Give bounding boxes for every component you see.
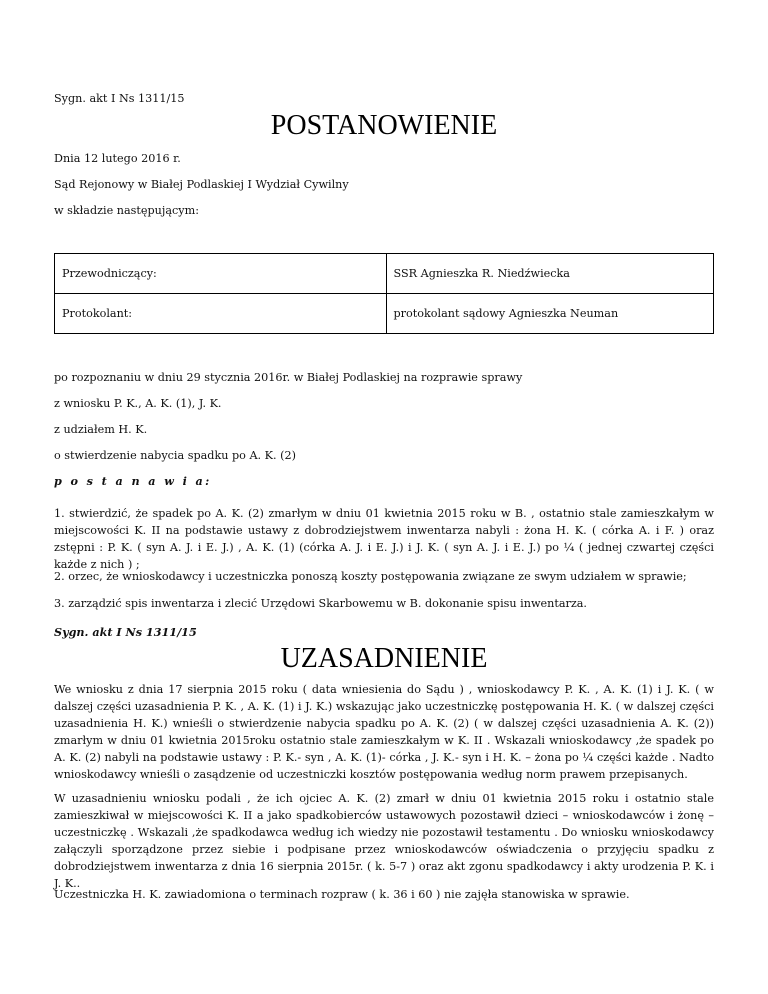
hearing-line: po rozpoznaniu w dniu 29 stycznia 2016r. w Białej Podlaskiej na rozprawie sprawy bbox=[54, 371, 523, 384]
date-line: Dnia 12 lutego 2016 r. bbox=[54, 152, 181, 165]
name-cell: protokolant sądowy Agnieszka Neuman bbox=[386, 294, 713, 334]
court-line: Sąd Rejonowy w Białej Podlaskiej I Wydział Cywilny bbox=[54, 178, 349, 191]
justification-paragraph-1: We wniosku z dnia 17 sierpnia 2015 roku ( data wniesienia do Sądu ) , wnioskodawcy P. K. , A. K. (1) i J. K. ( w dalszej części uzasadnienia P. K. , A. K. (1) i J. K.) wskazując jako uczestniczkę postępowania H. K. ( w dalszej części uzasadnienia H. K.) wnieśli o stwierdzenie nabycia spadku po A. K. (2) ( w dalszej części uzasadnienia A. K. (2)) zmarłym w dniu 01 kwietnia 2015roku ostatnio stale zamieszkałym w K. II . Wskazali wnioskodawcy ,że spadek po A. K. (2) nabyli na podstawie ustawy : P. K.- syn , A. K. (1)- córka , J. K.- syn i H. K. – żona po ¼ części każde . Nadto wnioskodawcy wnieśli o zasądzenie od uczestniczki kosztów postępowania według norm prawem przepisanych. bbox=[54, 683, 714, 782]
ruling-point-3: 3. zarządzić spis inwentarza i zlecić Urzędowi Skarbowemu w B. dokonanie spisu inwentarza. bbox=[54, 597, 587, 610]
participants-line: z udziałem H. K. bbox=[54, 423, 148, 436]
panel-intro: w składzie następującym: bbox=[54, 204, 199, 217]
ruling-point-1: 1. stwierdzić, że spadek po A. K. (2) zmarłym w dniu 01 kwietnia 2015 roku w B. , ostatnio stale zamieszkałym w miejscowości K. II na podstawie ustawy z dobrodziejstwem inwentarza nabyli : żona H. K. ( córka A. i F. ) oraz zstępni : P. K. ( syn A. J. i E. J.) , A. K. (1) (córka A. J. i E. J.) i J. K. ( syn A. J. i E. J.) po ¼ ( jednej czwartej części każde z nich ) ; bbox=[54, 507, 714, 572]
justification-case-number: Sygn. akt I Ns 1311/15 bbox=[54, 625, 197, 639]
ruling-point-2: 2. orzec, że wnioskodawcy i uczestniczka ponoszą koszty postępowania związane ze swym udziałem w sprawie; bbox=[54, 570, 687, 583]
table-row bbox=[55, 294, 714, 334]
role-cell: Przewodniczący: bbox=[55, 254, 387, 294]
court-composition-table bbox=[54, 253, 714, 334]
role-cell: Protokolant: bbox=[55, 294, 387, 334]
applicants-line: z wniosku P. K., A. K. (1), J. K. bbox=[54, 397, 222, 410]
ruling-heading: p o s t a n a w i a: bbox=[54, 474, 212, 488]
case-number: Sygn. akt I Ns 1311/15 bbox=[54, 92, 185, 105]
subject-line: o stwierdzenie nabycia spadku po A. K. (2) bbox=[54, 449, 296, 462]
document-title: POSTANOWIENIE bbox=[270, 110, 498, 141]
justification-paragraph-2: W uzasadnieniu wniosku podali , że ich ojciec A. K. (2) zmarł w dniu 01 kwietnia 2015 roku i ostatnio stale zamieszkiwał w miejscowości K. II a jako spadkobierców ustawowych pozostawił dzieci – wnioskodawców i żonę – uczestniczkę . Wskazali ,że spadkodawca według ich wiedzy nie pozostawił testamentu . Do wniosku wnioskodawcy załączyli sporządzone przez siebie i podpisane przez wnioskodawców oświadczenia o przyjęciu spadku z dobrodziejstwem inwentarza z dnia 16 sierpnia 2015r. ( k. 5-7 ) oraz akt zgonu spadkodawcy i akty urodzenia P. K. i J. K.. bbox=[54, 792, 714, 891]
name-cell: SSR Agnieszka R. Niedźwiecka bbox=[386, 254, 713, 294]
justification-paragraph-3: Uczestniczka H. K. zawiadomiona o terminach rozpraw ( k. 36 i 60 ) nie zajęła stanowiska w sprawie. bbox=[54, 888, 630, 901]
justification-title: UZASADNIENIE bbox=[280, 643, 488, 674]
table-row bbox=[55, 254, 714, 294]
